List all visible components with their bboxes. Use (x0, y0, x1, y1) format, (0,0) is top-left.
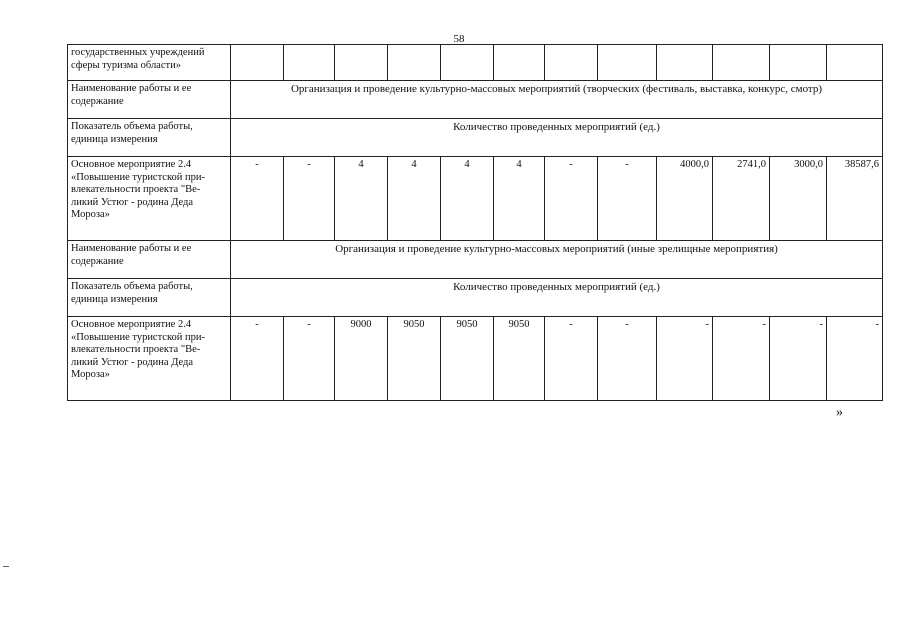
value-cell: - (284, 157, 335, 241)
margin-mark (3, 566, 9, 567)
value-cell (335, 45, 388, 81)
value-cell: 4000,0 (657, 157, 713, 241)
row-label: Наименование работы и ее содержание (68, 81, 231, 119)
value-cell (657, 45, 713, 81)
row-description: Количество проведенных мероприятий (ед.) (231, 279, 883, 317)
table-row (68, 45, 883, 81)
value-cell: 4 (494, 157, 545, 241)
value-cell (827, 45, 883, 81)
value-cell (713, 45, 770, 81)
row-label: Основное мероприятие 2.4 «Повышение туристской при-влекательности проекта "Ве-ликий Устюг - родина Деда Мороза» (68, 157, 231, 241)
value-cell: - (545, 317, 598, 401)
table-row (68, 81, 883, 119)
value-cell: - (231, 157, 284, 241)
table-row (68, 157, 883, 241)
value-cell: 38587,6 (827, 157, 883, 241)
value-cell (388, 45, 441, 81)
value-cell: - (598, 317, 657, 401)
value-cell: - (657, 317, 713, 401)
value-cell: - (284, 317, 335, 401)
row-label: Показатель объема работы, единица измерения (68, 279, 231, 317)
value-cell (598, 45, 657, 81)
value-cell (545, 45, 598, 81)
value-cell: 4 (441, 157, 494, 241)
page-number: 58 (453, 33, 465, 45)
value-cell: 9050 (494, 317, 545, 401)
table-row (68, 119, 883, 157)
value-cell: 9050 (388, 317, 441, 401)
row-description: Количество проведенных мероприятий (ед.) (231, 119, 883, 157)
value-cell (231, 45, 284, 81)
value-cell: - (598, 157, 657, 241)
value-cell (441, 45, 494, 81)
value-cell: 2741,0 (713, 157, 770, 241)
value-cell: 9000 (335, 317, 388, 401)
value-cell (494, 45, 545, 81)
value-cell: - (545, 157, 598, 241)
value-cell: - (231, 317, 284, 401)
table-row (68, 317, 883, 401)
closing-quote-mark: » (836, 405, 843, 420)
row-label: Основное мероприятие 2.4 «Повышение туристской при-влекательности проекта "Ве-ликий Устюг - родина Деда Мороза» (68, 317, 231, 401)
value-cell (284, 45, 335, 81)
value-cell: 9050 (441, 317, 494, 401)
value-cell: - (713, 317, 770, 401)
value-cell: - (827, 317, 883, 401)
row-label: Показатель объема работы, единица измерения (68, 119, 231, 157)
row-label: государственных учреждений сферы туризма области» (68, 45, 231, 81)
value-cell (770, 45, 827, 81)
value-cell: 4 (388, 157, 441, 241)
value-cell: 3000,0 (770, 157, 827, 241)
row-label: Наименование работы и ее содержание (68, 241, 231, 279)
table-row (68, 241, 883, 279)
table-row (68, 279, 883, 317)
work-plan-table (67, 44, 883, 401)
value-cell: 4 (335, 157, 388, 241)
row-description: Организация и проведение культурно-массовых мероприятий (творческих (фестиваль, выставка, конкурс, смотр) (231, 81, 883, 119)
row-description: Организация и проведение культурно-массовых мероприятий (иные зрелищные мероприятия) (231, 241, 883, 279)
value-cell: - (770, 317, 827, 401)
